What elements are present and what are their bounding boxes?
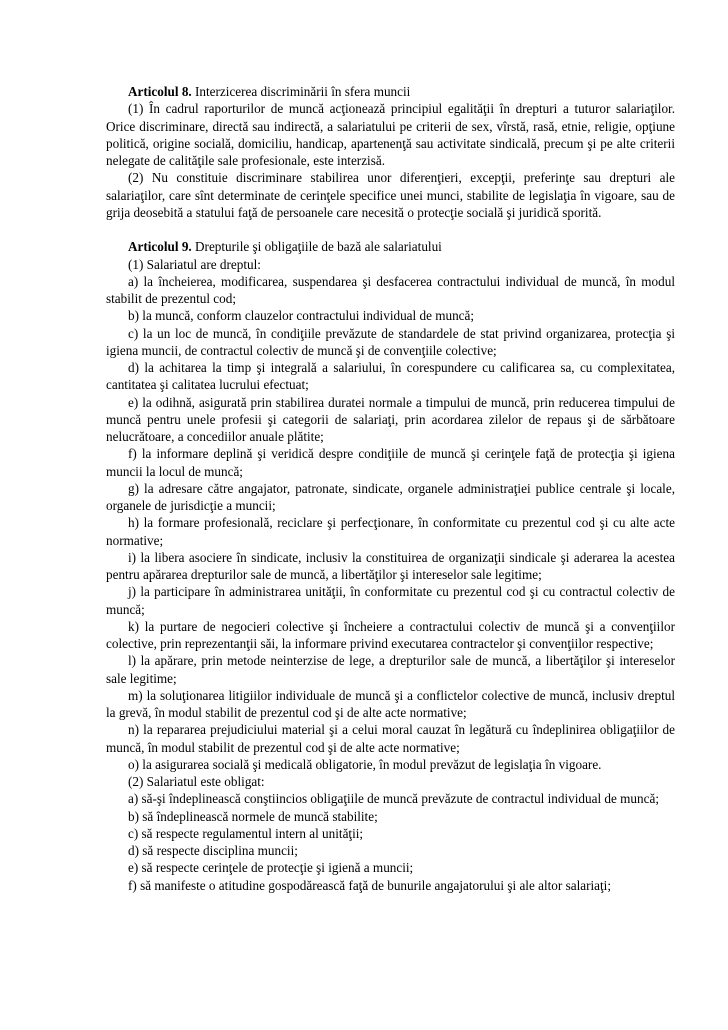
list-item: n) la repararea prejudiciului material şi a celui moral cauzat în legătură cu îndeplinirea obligaţiilor de muncă, în modul stabilit de prezentul cod şi de alte acte normative; (106, 722, 675, 755)
list-item: m) la soluţionarea litigiilor individuale de muncă şi a conflictelor colective de muncă, inclusiv dreptul la grevă, în modul stabilit de prezentul cod şi de alte acte normative; (106, 687, 675, 720)
list-item: a) să-şi îndeplinească conştiincios obligaţiile de muncă prevăzute de contractul individual de muncă; (128, 791, 659, 807)
list-item: c) la un loc de muncă, în condiţiile prevăzute de standardele de stat privind organizarea, protecţia şi igiena muncii, de contractul colectiv de muncă şi de convenţiile colective; (106, 325, 675, 358)
article-8-title: Articolul 8. (128, 84, 192, 99)
list-item: a) la încheierea, modificarea, suspendarea şi desfacerea contractului individual de muncă, în modul stabilit de prezentul cod; (106, 273, 675, 306)
list-item: i) la libera asociere în sindicate, inclusiv la constituirea de organizaţii sindicale şi aderarea la acestea pentru apărarea drepturilor sale de muncă, a libertăţilor şi intereselor sale legitime; (106, 549, 675, 582)
article-8-subject: Interzicerea discriminării în sfera muncii (191, 84, 411, 99)
article-9-subject: Drepturile şi obligaţiile de bază ale salariatului (191, 239, 442, 255)
list-item: e) la odihnă, asigurată prin stabilirea duratei normale a timpului de muncă, prin reducerea timpului de muncă pentru unele profesii şi categorii de salariaţi, prin acordarea zilelor de repaus şi de sărbătoare nelucrătoare, a concediilor anuale plătite; (106, 394, 675, 444)
list-item: g) la adresare către angajator, patronate, sindicate, organele administraţiei publice centrale şi locale, organele de jurisdicţie a muncii; (106, 480, 675, 513)
list-item: c) să respecte regulamentul intern al unităţii; (128, 825, 364, 841)
list-item: f) să manifeste o atitudine gospodărească faţă de bunurile angajatorului şi ale altor salariaţi; (128, 877, 611, 893)
list-item: b) să îndeplinească normele de muncă stabilite; (128, 808, 378, 824)
paragraph: (2) Salariatul este obligat: (128, 774, 265, 789)
paragraph: (1) În cadrul raporturilor de muncă acţionează principiul egalităţii în drepturi a tuturor salariaţilor. Orice discriminare, directă sau indirectă, a salariatului pe criterii de sex, vîrstă, rasă, etnie, religie, opţiune politică, origine socială, domiciliu, handicap, apartenenţă sau activitate sindicală, precum şi pe alte criterii nelegate de calităţile sale profesionale, este interzisă. (106, 101, 675, 168)
paragraph: (1) Salariatul are dreptul: (128, 256, 261, 272)
document-page (106, 83, 675, 894)
list-item: k) la purtare de negocieri colective şi încheiere a contractului colectiv de muncă şi a convenţiilor colective, prin reprezentanţii săi, la informare privind executarea contractelor şi convenţiilor respective; (106, 618, 675, 651)
list-item: j) la participare în administrarea unităţii, în conformitate cu prezentul cod şi cu contractul colectiv de muncă; (106, 584, 675, 617)
article-8-heading (106, 83, 675, 100)
list-item: f) la informare deplină şi veridică despre condiţiile de muncă şi cerinţele faţă de protecţia şi igiena muncii la locul de muncă; (106, 446, 675, 479)
article-9-heading (106, 238, 675, 255)
list-item: o) la asigurarea socială şi medicală obligatorie, în modul prevăzut de legislaţia în vigoare. (128, 756, 602, 772)
list-item: e) să respecte cerinţele de protecţie şi igienă a muncii; (128, 860, 414, 876)
list-item: d) la achitarea la timp şi integrală a salariului, în corespundere cu calificarea sa, cu complexitatea, cantitatea şi calitatea lucrului efectuat; (106, 360, 675, 393)
article-9-title: Articolul 9. (128, 239, 192, 255)
list-item: d) să respecte disciplina muncii; (128, 843, 298, 858)
list-item: h) la formare profesională, reciclare şi perfecţionare, în conformitate cu prezentul cod şi cu alte acte normative; (106, 515, 675, 548)
list-item: b) la muncă, conform clauzelor contractului individual de muncă; (128, 308, 475, 324)
list-item: l) la apărare, prin metode neinterzise de lege, a drepturilor sale de muncă, a libertăţilor şi intereselor sale legitime; (106, 653, 675, 686)
spacer (106, 221, 675, 238)
paragraph: (2) Nu constituie discriminare stabilirea unor diferenţieri, excepţii, preferinţe sau drepturi ale salariaţilor, care sînt determinate de cerinţele specifice unei munci, stabilite de legislaţia în vigoare, sau de grija deosebită a statului faţă de persoanele care necesită o protecţie socială şi juridică sporită. (106, 170, 675, 220)
